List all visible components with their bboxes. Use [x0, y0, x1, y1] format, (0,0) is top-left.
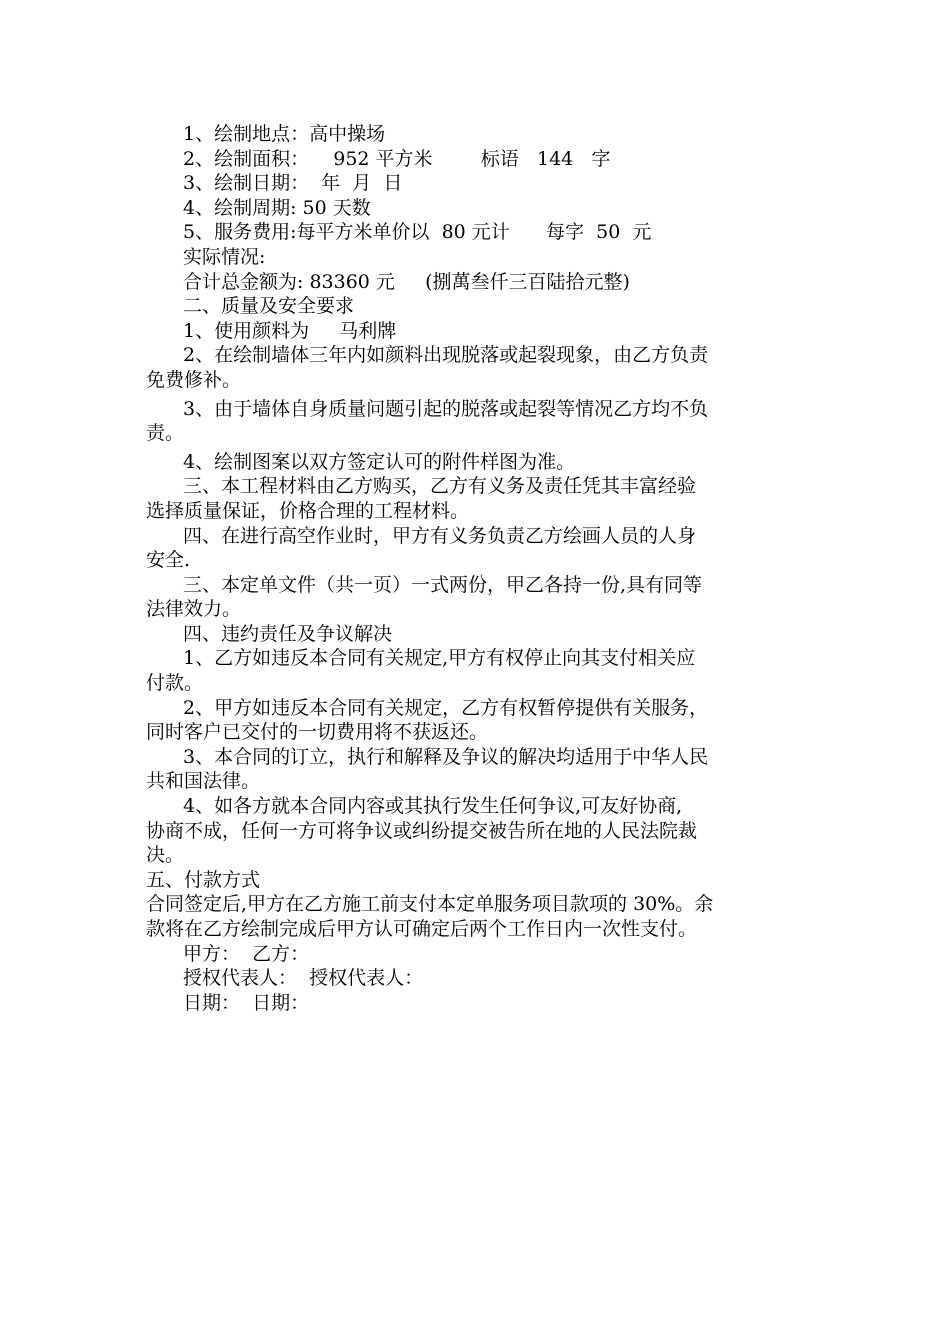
payment-line1: 合同签定后,甲方在乙方施工前支付本定单服务项目款项的 30%。余 — [146, 893, 714, 916]
item-date: 3、绘制日期： 年 月 日 — [183, 172, 403, 195]
quality-p4: 4、绘制图案以双方签定认可的附件样图为准。 — [183, 450, 576, 473]
liability-heading: 四、违约责任及争议解决 — [183, 622, 393, 645]
liability-p2-line2: 同时客户已交付的一切费用将不获返还。 — [146, 721, 489, 744]
quality-p3-line1: 3、由于墙体自身质量问题引起的脱落或起裂等情况乙方均不负 — [183, 397, 709, 420]
item-period: 4、绘制周期: 50 天数 — [183, 196, 371, 219]
item-area: 2、绘制面积： 952 平方米 标语 144 字 — [183, 147, 611, 170]
quality-p2-line1: 2、在绘制墙体三年内如颜料出现脱落或起裂现象，由乙方负责 — [183, 344, 709, 367]
safety-line2: 安全. — [146, 549, 191, 572]
liability-p1-line2: 付款。 — [146, 672, 204, 695]
payment-heading: 五、付款方式 — [146, 868, 261, 891]
quality-heading: 二、质量及安全要求 — [183, 295, 355, 318]
quality-paint: 1、使用颜料为 马利牌 — [183, 319, 397, 342]
materials-line2: 选择质量保证，价格合理的工程材料。 — [146, 499, 470, 522]
item-location: 1、绘制地点：高中操场 — [183, 123, 386, 145]
liability-p4-line1: 4、如各方就本合同内容或其执行发生任何争议,可友好协商, — [183, 795, 683, 818]
payment-line2: 款将在乙方绘制完成后甲方认可确定后两个工作日内一次性支付。 — [146, 918, 698, 940]
signature-parties: 甲方： 乙方： — [183, 942, 310, 965]
copies-line2: 法律效力。 — [146, 598, 242, 621]
item-actual: 实际情况: — [183, 245, 266, 268]
liability-p4-line2: 协商不成，任何一方可将争议或纠纷提交被告所在地的人民法院裁 — [146, 819, 698, 842]
quality-p3-line2: 责。 — [146, 422, 185, 445]
safety-line1: 四、在进行高空作业时，甲方有义务负责乙方绘画人员的人身 — [183, 524, 697, 547]
liability-p4-line3: 决。 — [146, 844, 185, 867]
liability-p3-line2: 共和国法律。 — [146, 770, 261, 793]
copies-line1: 三、本定单文件（共一页）一式两份，甲乙各持一份,具有同等 — [183, 573, 703, 596]
item-fee: 5、服务费用:每平方米单价以 80 元计 每字 50 元 — [183, 221, 652, 244]
item-total: 合计总金额为: 83360 元 (捌萬叁仟三百陆拾元整) — [183, 270, 630, 293]
liability-p2-line1: 2、甲方如违反本合同有关规定，乙方有权暂停提供有关服务， — [183, 696, 709, 719]
liability-p1-line1: 1、乙方如违反本合同有关规定,甲方有权停止向其支付相关应 — [183, 647, 696, 670]
liability-p3-line1: 3、本合同的订立，执行和解释及争议的解决均适用于中华人民 — [183, 745, 709, 768]
signature-dates: 日期： 日期： — [183, 991, 310, 1014]
signature-reps: 授权代表人： 授权代表人： — [183, 967, 424, 990]
quality-p2-line2: 免费修补。 — [146, 368, 242, 391]
materials-line1: 三、本工程材料由乙方购买，乙方有义务及责任凭其丰富经验 — [183, 475, 697, 498]
